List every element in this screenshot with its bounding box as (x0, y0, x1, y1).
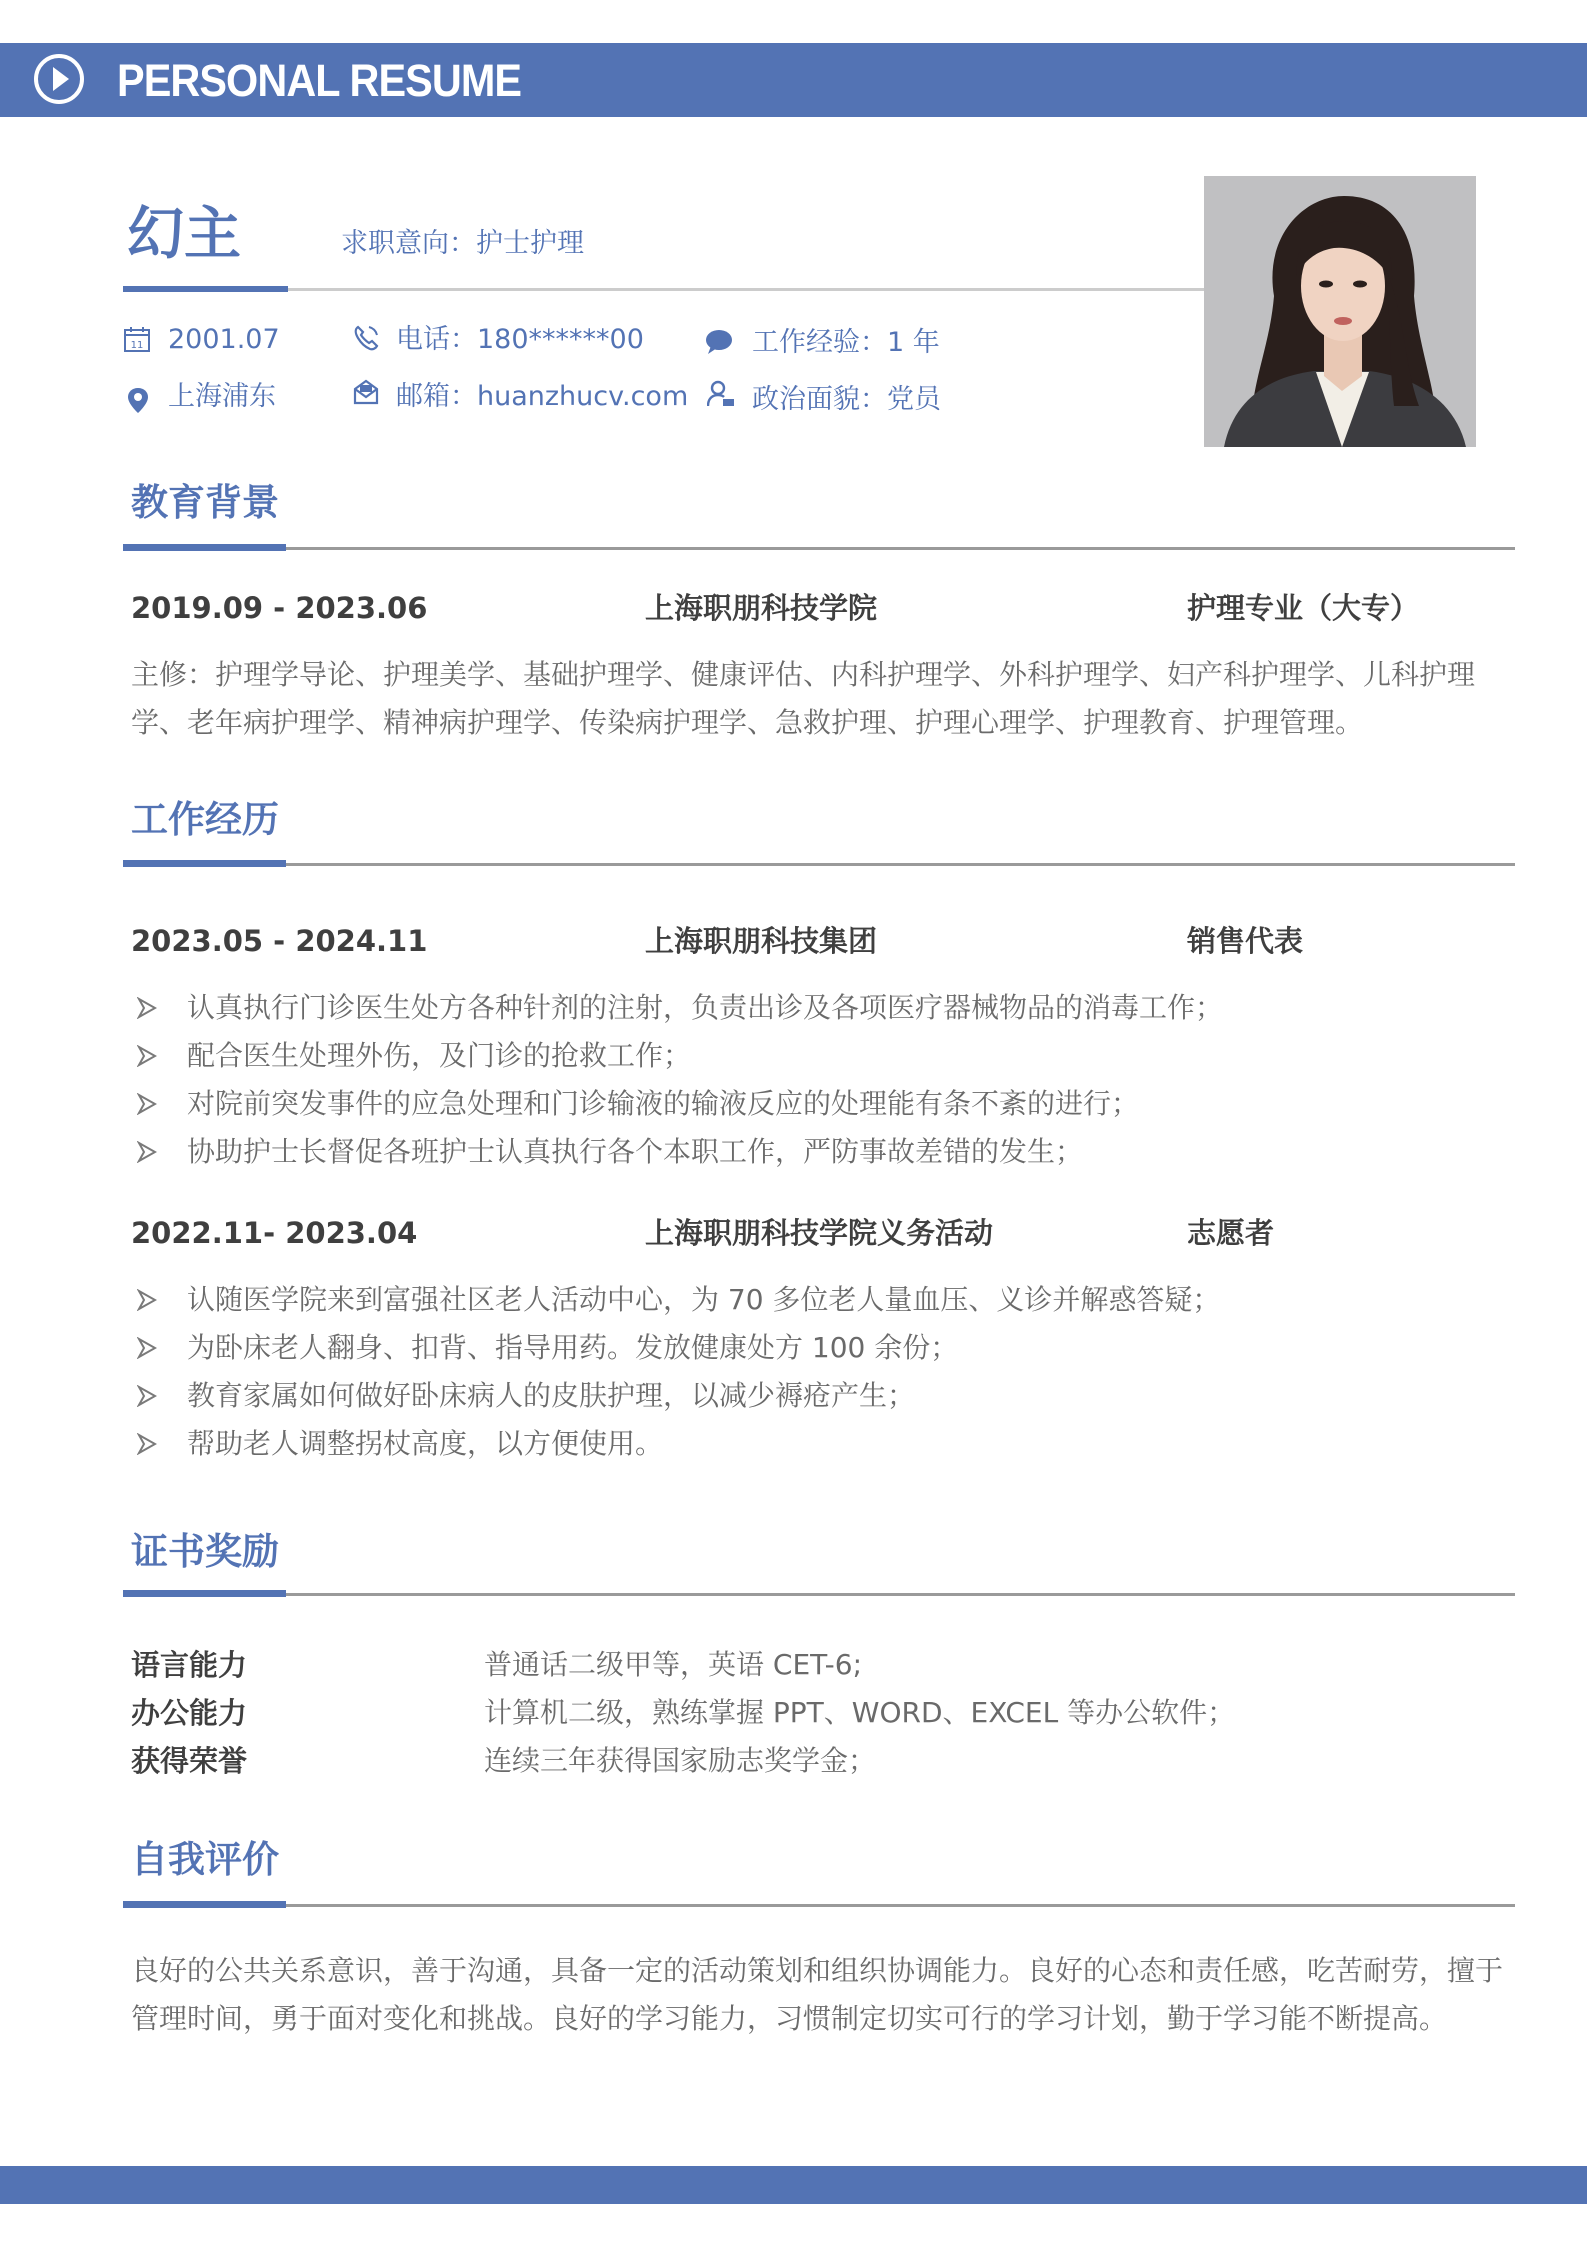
birth-date: 2001.07 (168, 324, 280, 355)
work-experience: 工作经验：1 年 (752, 327, 940, 358)
play-circle-icon (32, 52, 86, 106)
location-pin-icon (124, 386, 152, 414)
work-period: 2022.11- 2023.04 (131, 1216, 418, 1250)
work-bullet (187, 1084, 1139, 1124)
arrow-bullet-icon (137, 1289, 157, 1311)
education-title: 教育背景 (131, 481, 279, 524)
certificates-divider (286, 1593, 1515, 1596)
work-bullet-text: 对院前突发事件的应急处理和门诊输液的输液反应的处理能有条不紊的进行； (187, 1087, 1140, 1120)
work-org: 上海职朋科技学院义务活动 (645, 1216, 994, 1250)
email: 邮箱：huanzhucv.com (396, 381, 689, 412)
work-divider (286, 863, 1515, 866)
certificate-value: 连续三年获得国家励志奖学金； (484, 1744, 877, 1777)
candidate-name: 幻主 (127, 201, 241, 267)
certificate-label: 办公能力 (131, 1696, 248, 1730)
job-objective: 求职意向：护士护理 (341, 228, 584, 259)
education-major: 护理专业（大专） (1187, 591, 1420, 625)
work-role: 志愿者 (1187, 1216, 1275, 1250)
work-role: 销售代表 (1187, 924, 1304, 958)
location: 上海浦东 (168, 381, 276, 412)
self-evaluation-title-underline (123, 1901, 286, 1908)
arrow-bullet-icon (137, 1093, 157, 1115)
work-bullet (187, 1132, 1083, 1172)
work-bullet-text: 为卧床老人翻身、扣背、指导用药。发放健康处方 100 余份； (187, 1331, 959, 1364)
certificate-value: 计算机二级，熟练掌握 PPT、WORD、EXCEL 等办公软件； (484, 1696, 1236, 1729)
phone: 电话：180******00 (396, 324, 644, 355)
calendar-icon (123, 326, 151, 354)
certificates-title: 证书奖励 (131, 1530, 279, 1573)
chat-bubble-icon (705, 328, 733, 356)
work-bullet-text: 认随医学院来到富强社区老人活动中心，为 70 多位老人量血压、义诊并解惑答疑； (187, 1283, 1221, 1316)
certificate-label: 语言能力 (131, 1648, 248, 1682)
education-period: 2019.09 - 2023.06 (131, 591, 428, 625)
self-evaluation-text: 良好的公共关系意识，善于沟通，具备一定的活动策划和组织协调能力。良好的心态和责任感，吃苦耐劳，擅于管理时间，勇于面对变化和挑战。良好的学习能力，习惯制定切实可行的学习计划，勤于学习能不断提高。 (131, 1954, 1504, 2035)
education-divider (286, 547, 1515, 550)
work-bullet (187, 1280, 1220, 1320)
work-title: 工作经历 (131, 798, 279, 841)
political-status: 政治面貌：党员 (752, 384, 941, 415)
arrow-bullet-icon (137, 997, 157, 1019)
header-divider (288, 288, 1205, 291)
work-title-underline (123, 860, 286, 867)
work-bullet-text: 协助护士长督促各班护士认真执行各个本职工作，严防事故差错的发生； (187, 1135, 1084, 1168)
work-bullet (187, 1376, 915, 1416)
user-badge-icon (707, 380, 735, 408)
work-bullet (187, 988, 1223, 1028)
self-evaluation-title: 自我评价 (131, 1838, 279, 1881)
work-bullet-text: 配合医生处理外伤，及门诊的抢救工作； (187, 1039, 692, 1072)
arrow-bullet-icon (137, 1337, 157, 1359)
arrow-bullet-icon (137, 1141, 157, 1163)
education-courses: 主修：护理学导论、护理美学、基础护理学、健康评估、内科护理学、外科护理学、妇产科护理学、儿科护理学、老年病护理学、精神病护理学、传染病护理学、急救护理、护理心理学、护理教育、护理管理。 (131, 658, 1476, 739)
profile-photo (1204, 176, 1476, 447)
education-school: 上海职朋科技学院 (645, 591, 878, 625)
certificate-value: 普通话二级甲等，英语 CET-6; (484, 1648, 863, 1681)
svg-text:11: 11 (130, 340, 144, 351)
work-bullet (187, 1036, 691, 1076)
arrow-bullet-icon (137, 1045, 157, 1067)
work-bullet-text: 认真执行门诊医生处方各种针剂的注射，负责出诊及各项医疗器械物品的消毒工作； (187, 991, 1224, 1024)
banner-title: PERSONAL RESUME (117, 55, 522, 106)
certificate-label: 获得荣誉 (131, 1744, 248, 1778)
work-bullet (187, 1328, 958, 1368)
work-org: 上海职朋科技集团 (645, 924, 878, 958)
arrow-bullet-icon (137, 1433, 157, 1455)
self-evaluation-divider (286, 1904, 1515, 1907)
name-underline (123, 286, 288, 292)
education-title-underline (123, 544, 286, 551)
email-icon (352, 378, 380, 406)
phone-icon (352, 324, 380, 352)
work-bullet-text: 教育家属如何做好卧床病人的皮肤护理，以减少褥疮产生； (187, 1379, 916, 1412)
work-bullet-text: 帮助老人调整拐杖高度，以方便使用。 (187, 1427, 664, 1460)
arrow-bullet-icon (137, 1385, 157, 1407)
work-bullet (187, 1424, 663, 1464)
certificates-title-underline (123, 1590, 286, 1597)
work-period: 2023.05 - 2024.11 (131, 924, 428, 958)
bottom-banner (0, 2166, 1587, 2204)
